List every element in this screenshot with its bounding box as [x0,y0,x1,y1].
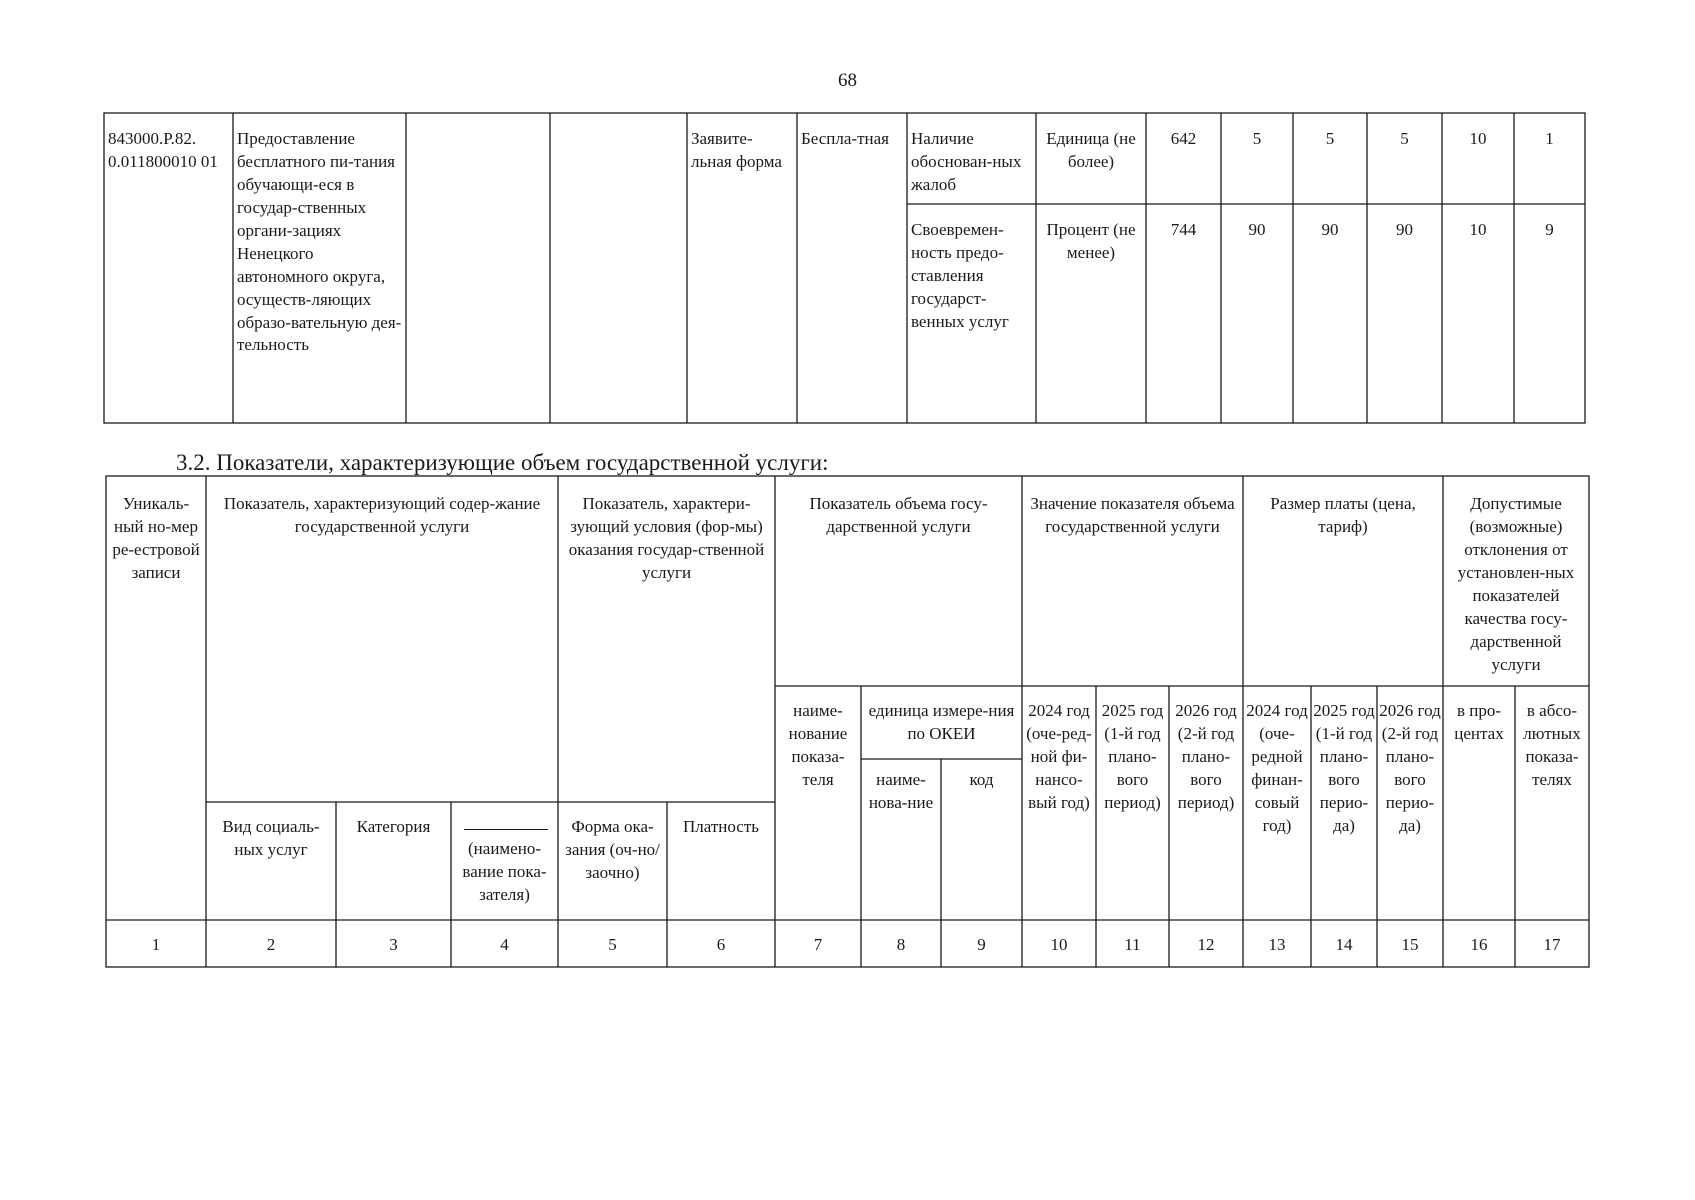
header-indicator-name-blank: (наимено-вание пока-зателя) [462,839,547,904]
column-number: 16 [1470,935,1488,954]
column-number: 4 [500,935,509,954]
column-number: 1 [151,935,161,954]
value-2026: 5 [1400,129,1409,148]
header-value-2025: 2025 год (1-й год плано-вого период) [1101,701,1164,812]
header-conditions-indicator: Показатель, характери-зующий условия (фор-мы) оказания государ-ственной услуги [568,494,765,582]
deviation-absolute: 9 [1545,220,1554,239]
column-number: 2 [266,935,276,954]
value-2025: 5 [1325,129,1335,148]
column-number: 15 [1401,935,1419,954]
column-number: 14 [1335,935,1353,954]
header-deviation: Допустимые (возможные) отклонения от установлен-ных показателей качества госу-дарственной услуги [1457,494,1575,674]
header-volume-indicator: Показатель объема госу-дарственной услуги [809,494,988,536]
header-okei-code: код [969,770,994,789]
value-2024: 5 [1252,129,1262,148]
column-number: 9 [977,935,986,954]
header-kind-of-services: Вид социаль-ных услуг [222,817,320,859]
unit-name: Единица (не более) [1046,129,1136,171]
header-category: Категория [356,817,431,836]
value-2026: 90 [1396,220,1413,239]
column-number: 12 [1197,935,1215,954]
column-number: 17 [1543,935,1561,954]
header-okei-name: наиме-нова-ние [868,770,934,812]
header-indicator-name: наиме-нование показа-теля [788,701,848,789]
column-number: 10 [1050,935,1068,954]
header-form: Форма ока-зания (оч-но/заочно) [565,817,660,882]
deviation-absolute: 1 [1545,129,1554,148]
header-value-2026: 2026 год (2-й год плано-вого период) [1175,701,1237,812]
indicator-name: Своевремен-ность предо-ставления государст-венных услуг [911,220,1009,331]
section-title: 3.2. Показатели, характеризующие объем государственной услуги: [176,450,829,475]
column-number: 13 [1268,935,1286,954]
header-volume-value: Значение показателя объема государственной услуги [1030,494,1235,536]
column-number: 5 [608,935,617,954]
value-2024: 90 [1248,220,1266,239]
form-of-provision: Заявите-льная форма [691,129,782,171]
registry-number: 843000.Р.82. 0.011800010 01 [108,129,218,171]
header-content-indicator: Показатель, характеризующий содер-жание государственной услуги [223,494,541,536]
header-fee-2024: 2024 год (оче-редной финан-совый год) [1246,701,1308,835]
header-fee-2025: 2025 год (1-й год плано-вого перио-да) [1313,701,1375,835]
deviation-percent: 10 [1469,220,1487,239]
column-number: 7 [813,935,823,954]
header-payment: Платность [682,817,760,836]
value-2025: 90 [1321,220,1339,239]
header-value-2024: 2024 год (оче-ред-ной фи-нансо-вый год) [1026,701,1092,812]
header-fee-2026: 2026 год (2-й год плано-вого перио-да) [1379,701,1441,835]
indicator-name: Наличие обоснован-ных жалоб [911,129,1022,194]
header-unique-number: Уникаль-ный но-мер ре-естровой записи [112,494,200,582]
okei-code: 744 [1170,220,1197,239]
okei-code: 642 [1170,129,1197,148]
content-col4 [550,126,687,130]
service-name: Предоставление бесплатного пи-тания обучающи-еся в государ-ственных органи-зациях Ненецкого автономного округа, осуществ-ляющих образо-вательную дея-тельность [237,129,402,355]
header-in-absolute: в абсо-лютных показа-телях [1523,701,1581,789]
deviation-percent: 10 [1469,129,1487,148]
column-number: 3 [389,935,398,954]
blank-line [464,829,548,830]
page-number: 68 [838,70,857,91]
column-number: 8 [896,935,906,954]
header-in-percent: в про-центах [1454,701,1504,743]
column-number: 11 [1124,935,1141,954]
payment-type: Беспла-тная [801,129,889,148]
column-number: 6 [716,935,726,954]
header-okei-unit: единица измере-ния по ОКЕИ [868,701,1015,743]
unit-name: Процент (не менее) [1046,220,1136,262]
header-fee: Размер платы (цена, тариф) [1270,494,1416,536]
content-col3 [406,126,550,130]
